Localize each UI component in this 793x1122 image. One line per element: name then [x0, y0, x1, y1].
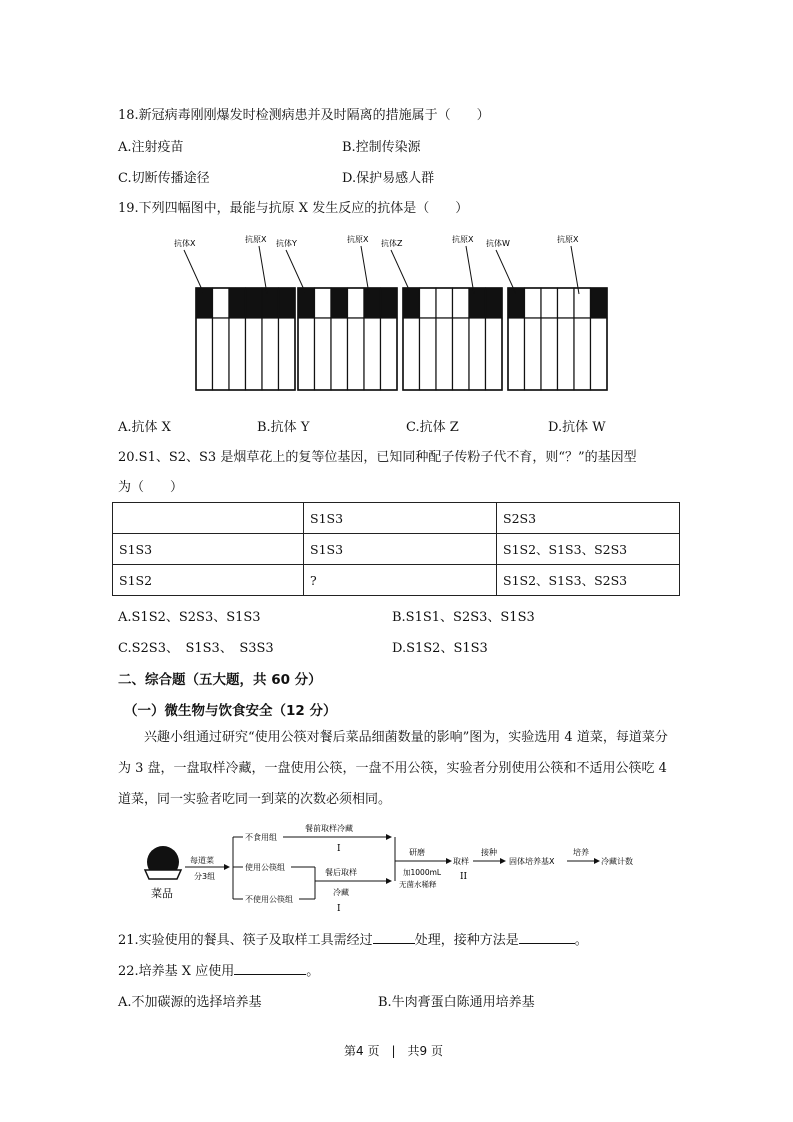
pointer-line [259, 246, 267, 294]
q22-blank[interactable] [234, 960, 306, 975]
q19-option-b: B.抗体 Y [257, 420, 310, 435]
medium-label: 固体培养基X [509, 857, 555, 866]
table-cell: S1S2、S1S3、S2S3 [497, 565, 680, 596]
roman-one-b: I [337, 904, 341, 914]
antigen-cell [381, 288, 398, 318]
post-sample-label: 餐后取样 [325, 868, 357, 877]
antigen-cell [574, 288, 591, 318]
antibody-column [298, 318, 315, 390]
antibody-column [246, 318, 263, 390]
pointer-line [184, 250, 204, 294]
q20-option-c: C.S2S3、 S1S3、 S3S3 [118, 641, 274, 656]
antigen-label: 抗原X [245, 235, 267, 244]
antigen-cell [348, 288, 365, 318]
antibody-label: 抗体Y [276, 239, 297, 248]
table-cell: S2S3 [497, 503, 680, 534]
q18-option-a: A.注射疫苗 [118, 140, 184, 155]
pointer-line [466, 246, 474, 294]
antigen-cell [213, 288, 230, 318]
q18-option-d: D.保护易感人群 [342, 171, 435, 186]
antigen-cell [298, 288, 315, 318]
antigen-cell [469, 288, 486, 318]
intro-paragraph: 兴趣小组通过研究“使用公筷对餐后菜品细菌数量的影响”图为，实验选用 4 道菜，每道菜分为 3 盘，一盘取样冷藏，一盘使用公筷，一盘不用公筷，实验者分别使用公筷和不适用公筷吃 4 道菜，同一实验者吃同一到菜的次数必须相同。 [118, 730, 668, 807]
antibody-column [229, 318, 246, 390]
pointer-line [571, 246, 579, 294]
genotype-table [112, 502, 680, 596]
count-label: 冷藏计数 [601, 857, 633, 866]
antibody-column [262, 318, 279, 390]
antigen-cell [196, 288, 213, 318]
antigen-label: 抗原X [452, 235, 474, 244]
q18-option-b: B.控制传染源 [342, 140, 421, 155]
antigen-cell [541, 288, 558, 318]
group-nofood: 不食用组 [245, 833, 277, 842]
q21-text-b: 处理，接种方法是 [414, 933, 519, 948]
culture-label: 培养 [573, 848, 589, 857]
antigen-cell [246, 288, 263, 318]
antigen-cell [262, 288, 279, 318]
add-water-label-1: 加1000mL [403, 868, 442, 877]
table-cell: S1S2、S1S3、S2S3 [497, 534, 680, 565]
inoculate-label: 接种 [481, 848, 497, 857]
dish-icon [145, 846, 181, 879]
table-row [113, 534, 680, 565]
antigen-cell [315, 288, 332, 318]
antigen-cell [486, 288, 503, 318]
table-cell: ? [304, 565, 497, 596]
antigen-cell [364, 288, 381, 318]
table-cell: S1S3 [304, 503, 497, 534]
table-cell: S1S3 [113, 534, 304, 565]
split-bottom-label: 分3组 [194, 872, 216, 881]
antibody-column [558, 318, 575, 390]
antigen-cell [436, 288, 453, 318]
grind-label: 研磨 [409, 848, 425, 857]
q20-stem-line1: 20.S1、S2、S3 是烟草花上的复等位基因，已知同种配子传粉子代不育，则“？”的基因型 [118, 450, 637, 465]
q18-option-c: C.切断传播途径 [118, 171, 210, 186]
antibody-column [364, 318, 381, 390]
table-cell [113, 503, 304, 534]
antibody-column [541, 318, 558, 390]
antibody-column [196, 318, 213, 390]
q20-option-b: B.S1S1、S2S3、S1S3 [392, 610, 535, 625]
table-cell: S1S2 [113, 565, 304, 596]
q22-text-b: 。 [306, 964, 320, 979]
antibody-antigen-figure [170, 228, 620, 393]
antigen-cell [403, 288, 420, 318]
antibody-column [315, 318, 332, 390]
subsection-title: （一）微生物与饮食安全（12 分） [124, 703, 337, 719]
q19-stem: 19.下列四幅图中，最能与抗原 X 发生反应的抗体是（ ） [118, 201, 469, 216]
experiment-flow-diagram [133, 815, 661, 917]
q21-blank-2[interactable] [519, 929, 575, 944]
antibody-column [331, 318, 348, 390]
antigen-cell [558, 288, 575, 318]
antibody-column [469, 318, 486, 390]
q21-line [118, 929, 588, 948]
antibody-column [591, 318, 608, 390]
q20-stem-line2: 为（ ） [118, 480, 184, 495]
antigen-cell [508, 288, 525, 318]
page-footer: 第4 页 | 共9 页 [344, 1044, 443, 1058]
antibody-column [453, 318, 470, 390]
q18-stem: 18.新冠病毒刚刚爆发时检测病患并及时隔离的措施属于（ ） [118, 108, 490, 123]
antibody-column [348, 318, 365, 390]
antigen-label: 抗原X [557, 235, 579, 244]
pointer-line [361, 246, 369, 294]
antibody-column [508, 318, 525, 390]
antigen-label: 抗原X [347, 235, 369, 244]
split-top-label: 每道菜 [190, 856, 214, 865]
antibody-column [213, 318, 230, 390]
antibody-label: 抗体X [174, 239, 196, 248]
sample-label: 取样 [453, 857, 469, 866]
add-water-label-2: 无菌水稀释 [399, 880, 437, 889]
group-use: 使用公筷组 [245, 863, 285, 872]
q20-option-a: A.S1S2、S2S3、S1S3 [118, 610, 261, 625]
antibody-column [381, 318, 398, 390]
table-row [113, 503, 680, 534]
pre-sample-label: 餐前取样冷藏 [305, 824, 353, 833]
antibody-column [436, 318, 453, 390]
roman-one-a: I [337, 844, 341, 854]
antigen-cell [331, 288, 348, 318]
antibody-column [525, 318, 542, 390]
q19-option-c: C.抗体 Z [406, 420, 459, 435]
q21-text-c: 。 [574, 933, 588, 948]
antibody-column [279, 318, 296, 390]
q21-blank-1[interactable] [373, 929, 415, 944]
antigen-cell [229, 288, 246, 318]
q20-option-d: D.S1S2、S1S3 [392, 641, 488, 656]
q22-option-a: A.不加碳源的选择培养基 [118, 995, 262, 1010]
antibody-column [403, 318, 420, 390]
roman-two: II [460, 872, 468, 882]
section-title: 二、综合题（五大题，共 60 分） [118, 672, 322, 688]
q22-text-a: 22.培养基 X 应使用 [118, 964, 235, 979]
table-row [113, 565, 680, 596]
q19-option-d: D.抗体 W [548, 420, 606, 435]
antibody-column [420, 318, 437, 390]
antibody-label: 抗体W [486, 239, 510, 248]
antigen-cell [453, 288, 470, 318]
antigen-cell [420, 288, 437, 318]
antibody-column [574, 318, 591, 390]
q19-option-a: A.抗体 X [118, 420, 171, 435]
antigen-cell [525, 288, 542, 318]
antigen-cell [591, 288, 608, 318]
q22-line [118, 960, 319, 979]
antigen-cell [279, 288, 296, 318]
cold-label: 冷藏 [333, 888, 349, 897]
q22-option-b: B.牛肉膏蛋白陈通用培养基 [378, 995, 535, 1010]
q21-text-a: 21.实验使用的餐具、筷子及取样工具需经过 [118, 933, 373, 948]
antibody-label: 抗体Z [381, 239, 403, 248]
group-nouse: 不使用公筷组 [245, 895, 293, 904]
dish-label: 菜品 [151, 887, 173, 900]
table-cell: S1S3 [304, 534, 497, 565]
antibody-column [486, 318, 503, 390]
